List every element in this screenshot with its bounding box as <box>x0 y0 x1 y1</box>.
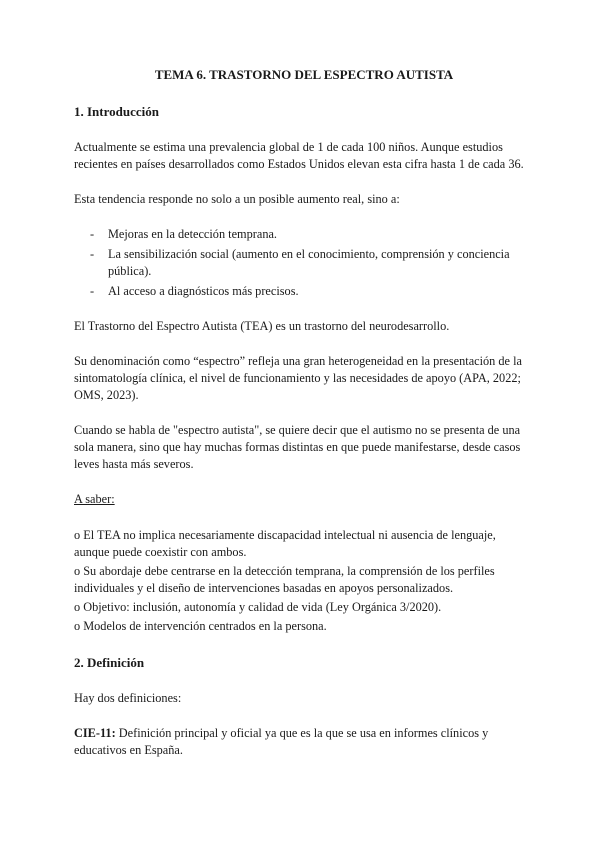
paragraph-tea-definicion: El Trastorno del Espectro Autista (TEA) es un trastorno del neurodesarrollo. <box>74 319 450 333</box>
list-item: o Objetivo: inclusión, autonomía y calidad de vida (Ley Orgánica 3/2020). <box>74 600 442 614</box>
document-title: TEMA 6. TRASTORNO DEL ESPECTRO AUTISTA <box>154 67 454 82</box>
cie-label: CIE-11: <box>74 726 116 740</box>
list-item: - Mejoras en la detección temprana. <box>74 226 534 243</box>
section-heading-introduccion: 1. Introducción <box>74 104 159 119</box>
list-item: - La sensibilización social (aumento en el conocimiento, comprensión y conciencia pública). <box>74 246 534 280</box>
list-item: - Al acceso a diagnósticos más precisos. <box>74 283 534 300</box>
cie-text: Definición principal y oficial ya que es la que se usa en informes clínicos y educativos en España. <box>74 726 489 757</box>
document-content <box>74 66 534 777</box>
list-item: o Su abordaje debe centrarse en la detección temprana, la comprensión de los perfiles individuales y el diseño de intervenciones basadas en apoyos personalizados. <box>74 564 495 595</box>
paragraph-cie11 <box>74 725 534 759</box>
paragraph-dos-definiciones: Hay dos definiciones: <box>74 691 182 705</box>
section-heading-definicion: 2. Definición <box>74 655 145 670</box>
paragraph-espectro: Su denominación como “espectro” refleja una gran heterogeneidad en la presentación de la sintomatología clínica, el nivel de funcionamiento y las necesidades de apoyo (APA, 2022; OMS, 2023). <box>74 354 522 402</box>
dash-list <box>74 226 534 300</box>
paragraph-tendencia: Esta tendencia responde no solo a un posible aumento real, sino a: <box>74 192 400 206</box>
a-saber-label: A saber: <box>74 492 115 506</box>
list-item: o El TEA no implica necesariamente discapacidad intelectual ni ausencia de lenguaje, aunque puede coexistir con ambos. <box>74 528 496 559</box>
paragraph-espectro-autista: Cuando se habla de "espectro autista", se quiere decir que el autismo no se presenta de una sola manera, sino que hay muchas formas distintas en que puede manifestarse, desde casos leves hasta más severos. <box>74 423 521 471</box>
list-item: o Modelos de intervención centrados en la persona. <box>74 619 327 633</box>
o-list <box>74 527 534 635</box>
paragraph-prevalencia: Actualmente se estima una prevalencia global de 1 de cada 100 niños. Aunque estudios recientes en países desarrollados como Estados Unidos elevan esta cifra hasta 1 de cada 36. <box>74 140 524 171</box>
